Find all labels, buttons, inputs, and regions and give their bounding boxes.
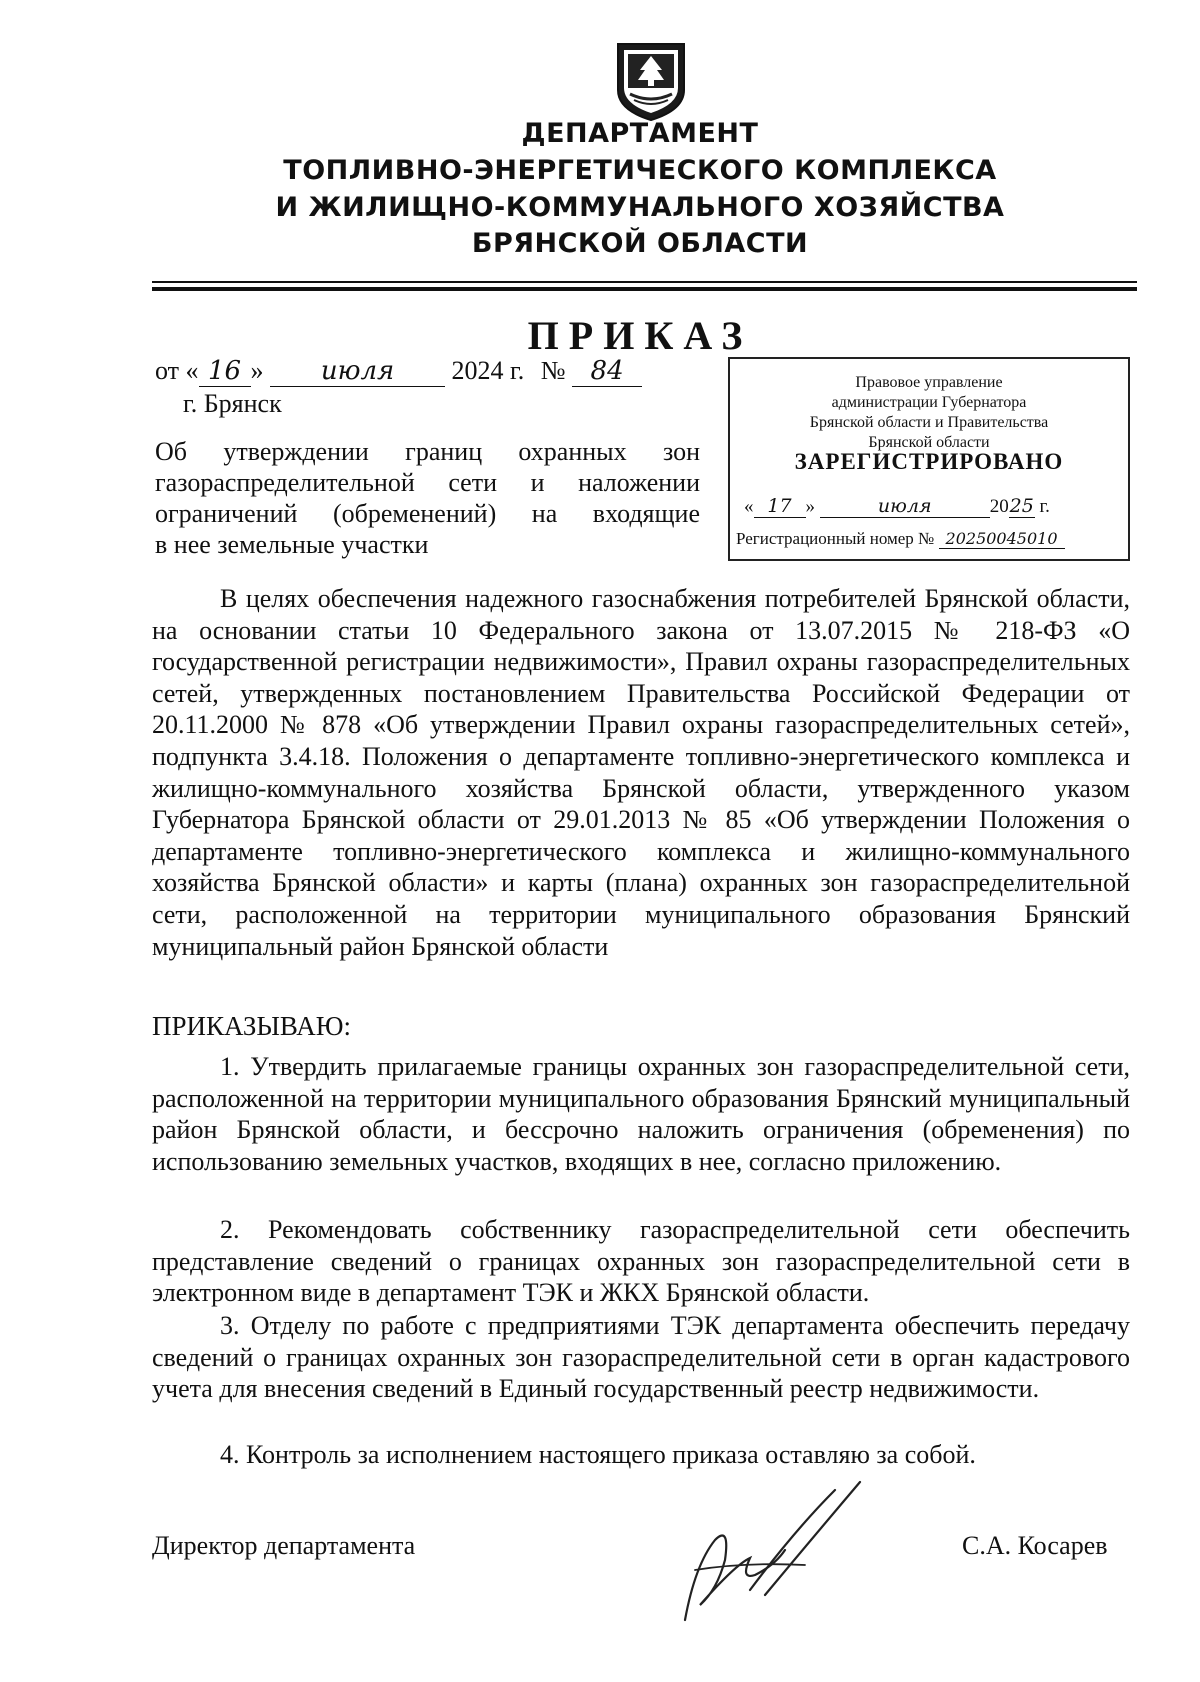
subject-line-3: ограничений (обременений) на входящие — [155, 499, 700, 528]
stamp-year-suffix: 25 — [1009, 495, 1034, 517]
stamp-date-open: « — [744, 496, 754, 517]
date-month: июля — [270, 356, 445, 387]
stamp-line-4: Брянской области — [868, 434, 990, 451]
order-date-line — [155, 356, 642, 387]
subject-line-2: газораспределительной сети и наложении — [155, 468, 700, 497]
header-divider-thin — [152, 281, 1137, 283]
stamp-reg-number: 20250045010 — [939, 529, 1065, 549]
stamp-line-2: администрации Губернатора — [831, 394, 1027, 411]
handwritten-signature — [655, 1470, 880, 1635]
department-name-line3: И ЖИЛИЩНО-КОММУНАЛЬНОГО ХОЗЯЙСТВА — [275, 192, 1005, 223]
order-word: ПРИКАЗЫВАЮ: — [152, 1011, 351, 1041]
signatory-position: Директор департамента — [152, 1531, 416, 1560]
order-city: г. Брянск — [183, 389, 282, 418]
stamp-year-prefix: 20 — [989, 496, 1009, 517]
subject-line-4: в нее земельные участки — [155, 530, 429, 559]
stamp-date-close: » — [805, 496, 815, 517]
stamp-line-1: Правовое управление — [855, 374, 1003, 391]
date-prefix: от « — [155, 356, 199, 385]
stamp-date — [744, 495, 1050, 518]
department-name-line2: ТОПЛИВНО-ЭНЕРГЕТИЧЕСКОГО КОМПЛЕКСА — [283, 155, 997, 186]
signatory-name: С.А. Косарев — [962, 1531, 1108, 1560]
preamble-paragraph: В целях обеспечения надежного газоснабжения потребителей Брянской области, на основании статьи 10 Федерального закона от 13.07.2015 № 218-ФЗ «О государственной регистрации недвижимости», Правил охраны газораспределительных сетей, утвержденных постановлением Правительства Российской Федерации от 20.11.2000 № 878 «Об утверждении Правил охраны газораспределительных сетей», подпункта 3.4.18. Положения о департаменте топливно-энергетического комплекса и жилищно-коммунального хозяйства Брянской области, утвержденного указом Губернатора Брянской области от 29.01.2013 № 85 «Об утверждении Положения о департаменте топливно-энергетического комплекса и жилищно-коммунального хозяйства Брянской области» и карты (плана) охранных зон газораспределительной сети, расположенной на территории муниципального образования Брянский муниципальный район Брянской области — [152, 584, 1130, 961]
department-name-line4: БРЯНСКОЙ ОБЛАСТИ — [471, 228, 809, 259]
order-item-3: 3. Отделу по работе с предприятиями ТЭК департамента обеспечить передачу сведений о границах охранных зон газораспределительной сети в орган кадастрового учета для внесения сведений в Единый государственный реестр недвижимости. — [152, 1311, 1130, 1404]
stamp-registration-number — [736, 529, 1065, 549]
order-item-4: 4. Контроль за исполнением настоящего приказа оставляю за собой. — [220, 1440, 976, 1469]
stamp-date-day: 17 — [754, 495, 806, 518]
stamp-line-3: Брянской области и Правительства — [809, 414, 1049, 431]
coat-of-arms-emblem — [612, 40, 690, 122]
subject-line-1: Об утверждении границ охранных зон — [155, 437, 700, 466]
date-day: 16 — [199, 356, 251, 387]
order-item-2: 2. Рекомендовать собственнику газораспределительной сети обеспечить представление сведений о границах охранных зон газораспределительной сети в электронном виде в департамент ТЭК и ЖКХ Брянской области. — [152, 1215, 1130, 1308]
stamp-date-month: июля — [820, 495, 990, 518]
stamp-registered: ЗАРЕГИСТРИРОВАНО — [794, 449, 1064, 474]
order-number: 84 — [572, 356, 642, 387]
header-divider-thick — [152, 287, 1137, 291]
department-name-line1: ДЕПАРТАМЕНТ — [521, 118, 759, 149]
order-title: ПРИКАЗ — [527, 313, 753, 358]
stamp-reg-label: Регистрационный номер № — [736, 529, 935, 548]
order-item-1: 1. Утвердить прилагаемые границы охранных зон газораспределительной сети, расположенной на территории муниципального образования Брянский муниципальный район Брянской области, и бессрочно наложить ограничения (обременения) по использованию земельных участков, входящих в нее, согласно приложению. — [152, 1052, 1130, 1176]
date-mid: » — [250, 356, 264, 385]
date-year: 2024 г. — [451, 356, 525, 385]
stamp-year-g: г. — [1039, 496, 1050, 517]
registration-stamp — [728, 357, 1130, 561]
number-prefix: № — [540, 356, 566, 385]
